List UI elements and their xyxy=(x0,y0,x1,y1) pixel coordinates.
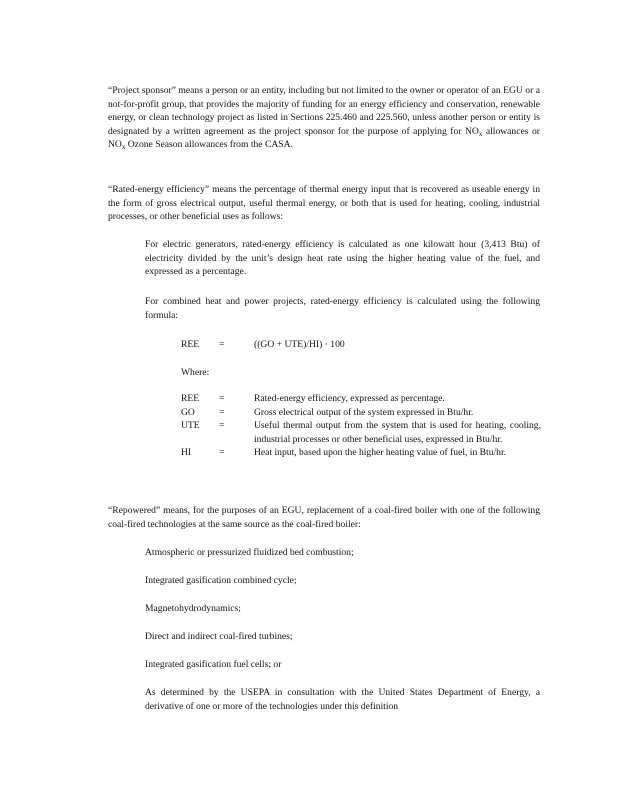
where-label: Where: xyxy=(181,367,210,378)
formula-lhs: REE xyxy=(181,339,200,350)
definition-text: Gross electrical output of the system expressed in Btu/hr. xyxy=(254,406,474,418)
definition-row xyxy=(181,406,541,420)
text-run: Ozone Season allowances from the CASA. xyxy=(125,139,293,151)
technology-item: Atmospheric or pressurized fluidized bed combustion; xyxy=(145,547,354,558)
definition-text: Useful thermal output from the system that is used for heating, cooling, industrial processes or other beneficial uses, expressed in Btu/hr. xyxy=(254,420,541,445)
subscript: x xyxy=(478,129,483,138)
text-run: “Project sponsor” means a person or an entity, including but not limited to the owner or operator of an EGU or a not-for-profit group, that provides the majority of funding for an energy efficiency and conservation, renewable energy, or clean technology project as listed in Sections 225.460 and 225.560, unless another person or entity is designated by a written agreement as the project sponsor for the purpose of applying for NO xyxy=(108,85,540,137)
definition-equals: = xyxy=(219,420,225,432)
text-run: allowances or NO xyxy=(108,125,540,151)
definition-equals: = xyxy=(219,393,225,404)
definition-equals: = xyxy=(219,406,225,418)
definition-project-sponsor xyxy=(108,84,540,152)
subscript: x xyxy=(121,143,126,152)
definition-text: Heat input, based upon the higher heating value of fuel, in Btu/hr. xyxy=(254,447,507,459)
definition-repowered: “Repowered” means, for the purposes of an EGU, replacement of a coal-fired boiler with one of the following coal-fired technologies at the same source as the coal-fired boiler: xyxy=(108,505,540,530)
technology-item: Integrated gasification combined cycle; xyxy=(145,575,297,586)
technology-item: Magnetohydrodynamics; xyxy=(145,603,241,614)
definition-term: HI xyxy=(181,447,192,459)
definition-row xyxy=(181,446,541,460)
definition-equals: = xyxy=(219,447,225,459)
definition-row xyxy=(181,392,541,406)
technology-item: As determined by the USEPA in consultation with the United States Department of Energy, a derivative of one or more of the technologies under this definition xyxy=(145,687,540,712)
electric-generators-paragraph: For electric generators, rated-energy efficiency is calculated as one kilowatt hour (3,413 Btu) of electricity divided by the unit’s design heat rate using the higher heating value of the fuel, and expressed as a percentage. xyxy=(145,239,540,278)
definition-row xyxy=(181,419,541,446)
technology-item: Direct and indirect coal-fired turbines; xyxy=(145,631,293,642)
variable-definitions xyxy=(181,392,541,460)
formula-equals: = xyxy=(219,339,225,350)
definition-term: GO xyxy=(181,406,195,418)
formula-rhs: ((GO + UTE)/HI) · 100 xyxy=(254,339,345,350)
definition-term: REE xyxy=(181,393,200,404)
chp-paragraph: For combined heat and power projects, rated-energy efficiency is calculated using the following formula: xyxy=(145,296,540,321)
definition-text: Rated-energy efficiency, expressed as percentage. xyxy=(254,393,445,404)
technology-item: Integrated gasification fuel cells; or xyxy=(145,659,282,670)
definition-rated-energy-efficiency: “Rated-energy efficiency” means the percentage of thermal energy input that is recovered as useable energy in the form of gross electrical output, useful thermal energy, or both that is used for heating, cooling, industrial processes, or other beneficial uses as follows: xyxy=(108,184,540,223)
ree-formula xyxy=(181,338,541,352)
definition-term: UTE xyxy=(181,420,200,432)
